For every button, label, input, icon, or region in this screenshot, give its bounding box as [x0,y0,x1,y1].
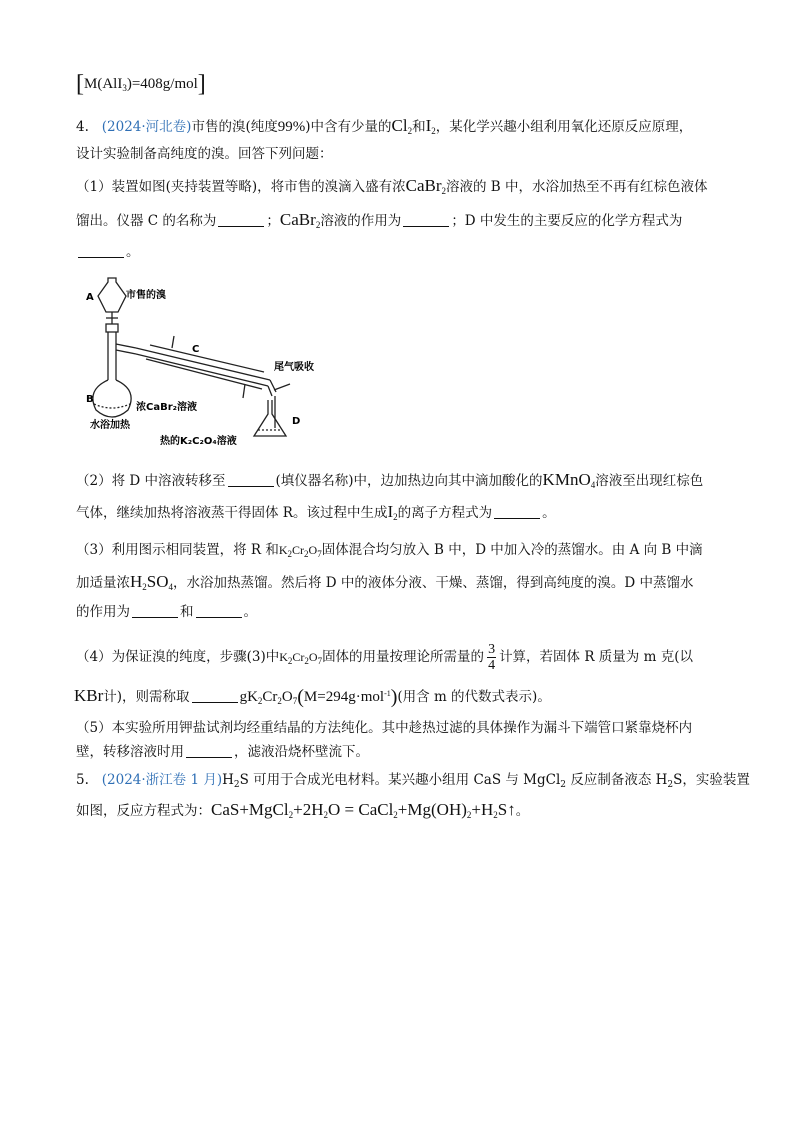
fraction-three-quarters: $\frac{3}{4}$ [488,642,496,673]
distillation-apparatus-diagram [80,272,314,452]
reaction-equation: $CaS+MgCl_2+2H_2O$ = $CaCl_2+Mg(OH)_2+H_2S↑$ [211,800,516,820]
molar-mass-note: [M(AlI$_3$)=408g/mol] [76,71,206,97]
q4-part2-line-1: （2）将 D 中溶液转移至 (填仪器名称)中，边加热边向其中滴加酸化的KMnO$_4$溶液至出现红棕色 [76,470,704,490]
label-tail-gas: 尾气吸收 [274,362,314,373]
question-source: (2024·浙江卷 1 月) [101,772,223,788]
q4-part2-line-2: 气体，继续加热将溶液蒸干得固体 R。该过程中生成$I_2$的离子方程式为 。 [76,502,556,522]
question-number: 5. [76,772,89,788]
q4-part3-line-1: （3）利用图示相同装置，将 R 和$K_2Cr_2O_7$固体混合均匀放入 B 中，D 中加入冷的蒸馏水。由 A 向 B 中滴 [76,542,703,559]
answer-blank[interactable] [403,214,449,227]
answer-blank[interactable] [228,474,274,487]
answer-blank[interactable] [494,506,540,519]
q4-part1-line-2: 馏出。仪器 C 的名称为 ；CaBr$_2$溶液的作用为 ；D 中发生的主要反应的化学方程式为 [76,210,683,230]
label-d: D [292,416,301,427]
q4-line-2: 设计实验制备高纯度的溴。回答下列问题： [76,146,333,162]
q4-line-1: 4. (2024·河北卷)市售的溴(纯度99%)中含有少量的$Cl_2$和$I_2$，某化学兴趣小组利用氧化还原反应原理， [76,116,693,136]
answer-blank[interactable] [78,245,124,258]
answer-blank[interactable] [196,605,242,618]
answer-blank[interactable] [186,745,232,758]
answer-blank[interactable] [132,605,178,618]
q5-line-2: 如图，反应方程式为：$CaS+MgCl_2+2H_2O$ = $CaCl_2+Mg(OH)_2+H_2S↑$。 [76,800,530,820]
answer-blank[interactable] [218,214,264,227]
q4-part5-line-1: （5）本实验所用钾盐试剂均经重结晶的方法纯化。其中趁热过滤的具体操作为漏斗下端管口紧靠烧杯内 [76,720,693,736]
q4-part1-line-3: 。 [76,242,140,262]
answer-blank[interactable] [192,690,238,703]
label-a: A [86,292,94,303]
label-market-bromine: 市售的溴 [126,290,166,301]
q4-part1-line-1: （1）装置如图(夹持装置等略)，将市售的溴滴入盛有浓CaBr$_2$溶液的 B 中，水浴加热至不再有红棕色液体 [76,176,708,196]
q4-part4-line-1: （4）为保证溴的纯度，步骤(3)中$K_2Cr_2O_7$固体的用量按理论所需量的 $\frac{3}{4}$ 计算，若固体 R 质量为 m 克(以 [76,642,693,673]
q4-part3-line-3: 的作用为 和 。 [76,604,257,620]
label-b: B [86,394,94,405]
q4-part5-line-2: 壁，转移溶液时用 ，滤液沿烧杯壁流下。 [76,744,369,760]
q5-line-1: 5. (2024·浙江卷 1 月)$H_2S$ 可用于合成光电材料。某兴趣小组用 CaS 与 MgCl$_2$ 反应制备液态 $H_2S$，实验装置 [76,772,750,790]
q4-part3-line-2: 加适量浓$H_2SO_4$，水浴加热蒸馏。然后将 D 中的液体分液、干燥、蒸馏，得到高纯度的溴。D 中蒸馏水 [76,572,694,592]
label-c: C [192,344,200,355]
q4-part4-line-2: KBr计)，则需称取 $gK_2Cr_2O_7(M=294g\cdot mol^{-1})$(用含 m 的代数式表示)。 [74,686,551,708]
label-cabr2-solution: 浓CaBr₂溶液 [136,402,198,413]
label-hot-solution: 热的K₂C₂O₄溶液 [160,436,237,447]
question-number: 4. [76,119,89,135]
question-source: (2024·河北卷) [101,119,192,135]
label-water-bath: 水浴加热 [90,420,130,431]
